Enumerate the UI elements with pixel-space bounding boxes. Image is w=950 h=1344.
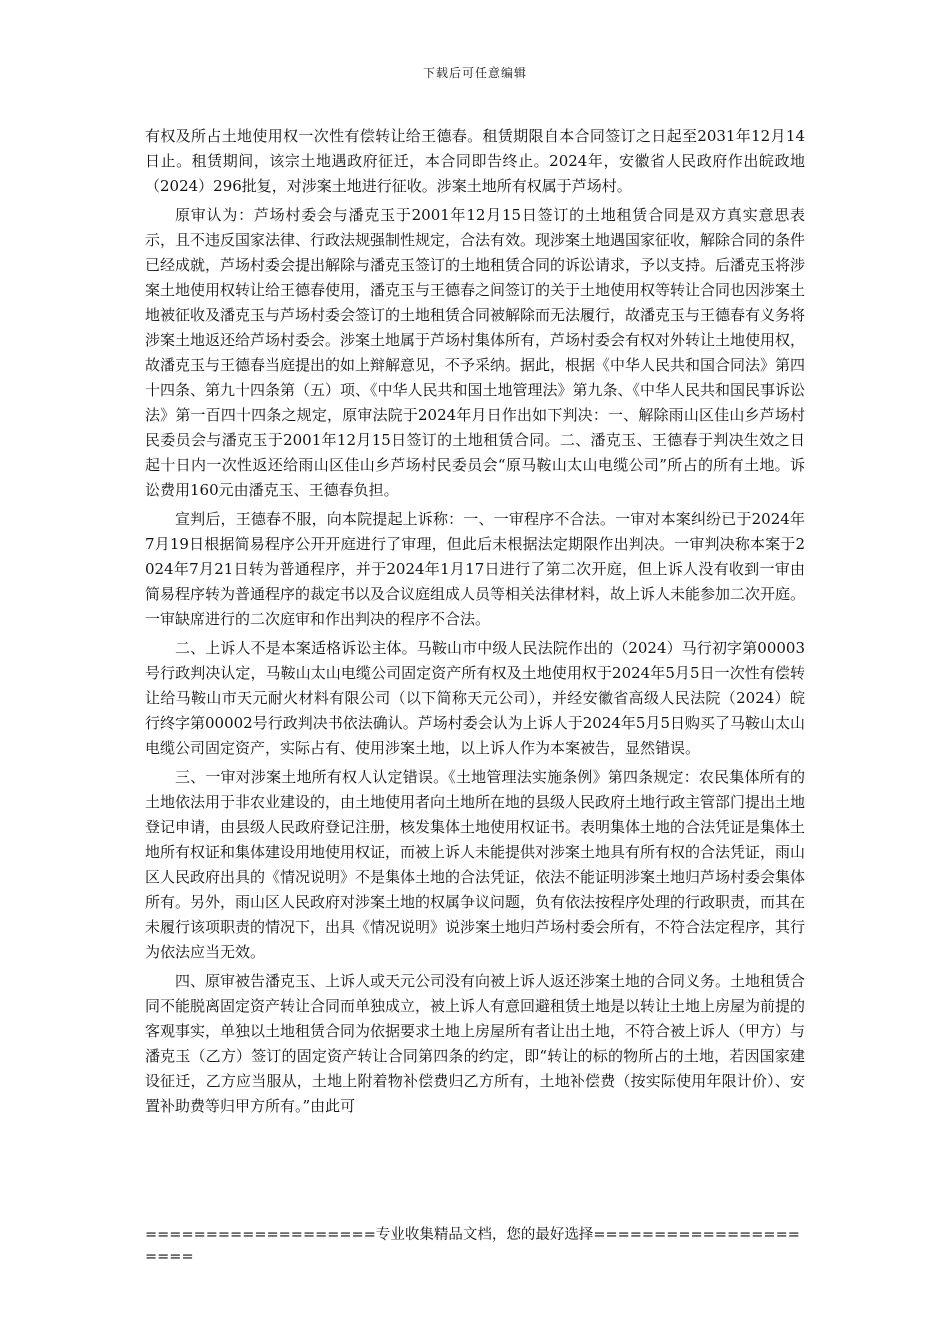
paragraph-appeal-point-4: 四、原审被告潘克玉、上诉人或天元公司没有向被上诉人返还涉案土地的合同义务。土地租赁合同不能脱离固定资产转让合同而单独成立，被上诉人有意回避租赁土地是以转让土地上房屋为前提的客观事实，单独以土地租赁合同为依据要求土地上房屋所有者让出土地，不符合被上诉人（甲方）与潘克玉（乙方）签订的固定资产转让合同第四条的约定，即“转让的标的物所占的土地，若因国家建设征迁，乙方应当服从，土地上附着物补偿费归乙方所有，土地补偿费（按实际使用年限计价）、安置补助费等归甲方所有。”由此可 — [145, 972, 806, 1115]
document-body — [145, 124, 805, 1119]
paragraph-appeal-point-2: 二、上诉人不是本案适格诉讼主体。马鞍山市中级人民法院作出的（2024）马行初字第00003号行政判决认定，马鞍山太山电缆公司固定资产所有权及土地使用权于2024年5月5日一次性有偿转让给马鞍山市天元耐火材料有限公司（以下简称天元公司），并经安徽省高级人民法院（2024）皖行终字第00002号行政判决书依法确认。芦场村委会认为上诉人于2024年5月5日购买了马鞍山太山电缆公司固定资产，实际占有、使用涉案土地，以上诉人作为本案被告，显然错误。 — [145, 639, 805, 757]
page-footer: ===================专业收集精品文档，您的最好选择===================== — [145, 1227, 800, 1265]
page-header: 下载后可任意编辑 — [422, 66, 527, 80]
paragraph-appeal-point-3: 三、一审对涉案土地所有权人认定错误。《土地管理法实施条例》第四条规定：农民集体所有的土地依法用于非农业建设的，由土地使用者向土地所在地的县级人民政府土地行政主管部门提出土地登记申请，由县级人民政府登记注册，核发集体土地使用权证书。表明集体土地的合法凭证是集体土地所有权证和集体建设用地使用权证，而被上诉人未能提供对涉案土地具有所有权的合法凭证，雨山区人民政府出具的《情况说明》不是集体土地的合法凭证，依法不能证明涉案土地归芦场村委会集体所有。另外，雨山区人民政府对涉案土地的权属争议问题，负有依法按程序处理的行政职责，而其在未履行该项职责的情况下，出具《情况说明》说涉案土地归芦场村委会所有，不符合法定程序，其行为依法应当无效。 — [145, 768, 806, 961]
paragraph-appeal-point-1: 宣判后，王德春不服，向本院提起上诉称：一、一审程序不合法。一审对本案纠纷已于2024年7月19日根据简易程序公开开庭进行了审理，但此后未根据法定期限作出判决。一审判决称本案于2024年7月21日转为普通程序，并于2024年1月17日进行了第二次开庭，但上诉人没有收到一审由简易程序转为普通程序的裁定书以及合议庭组成人员等相关法律材料，故上诉人未能参加二次开庭。一审缺席进行的二次庭审和作出判决的程序不合法。 — [145, 510, 806, 628]
paragraph-continuation: 有权及所占土地使用权一次性有偿转让给王德春。租赁期限自本合同签订之日起至2031年12月14日止。租赁期间，该宗土地遇政府征迁，本合同即告终止。2024年，安徽省人民政府作出皖政地（2024）296批复，对涉案土地进行征收。涉案土地所有权属于芦场村。 — [145, 127, 805, 195]
paragraph-original-judgment: 原审认为：芦场村委会与潘克玉于2001年12月15日签订的土地租赁合同是双方真实意思表示，且不违反国家法律、行政法规强制性规定，合法有效。现涉案土地遇国家征收，解除合同的条件已经成就，芦场村委会提出解除与潘克玉签订的土地租赁合同的诉讼请求，予以支持。后潘克玉将涉案土地使用权转让给王德春使用，潘克玉与王德春之间签订的关于土地使用权等转让合同也因涉案土地被征收及潘克玉与芦场村委会签订的土地租赁合同被解除而无法履行，故潘克玉与王德春有义务将涉案土地返还给芦场村委会。涉案土地属于芦场村集体所有，芦场村委会有权对外转让土地使用权，故潘克玉与王德春当庭提出的如上辩解意见，不予采纳。据此，根据《中华人民共和国合同法》第四十四条、第九十四条第（五）项、《中华人民共和国土地管理法》第九条、《中华人民共和国民事诉讼法》第一百四十四条之规定，原审法院于2024年月日作出如下判决：一、解除雨山区佳山乡芦场村民委员会与潘克玉于2001年12月15日签订的土地租赁合同。二、潘克玉、王德春于判决生效之日起十日内一次性返还给雨山区佳山乡芦场村民委员会“原马鞍山太山电缆公司”所占的所有土地。诉讼费用160元由潘克玉、王德春负担。 — [145, 206, 806, 499]
